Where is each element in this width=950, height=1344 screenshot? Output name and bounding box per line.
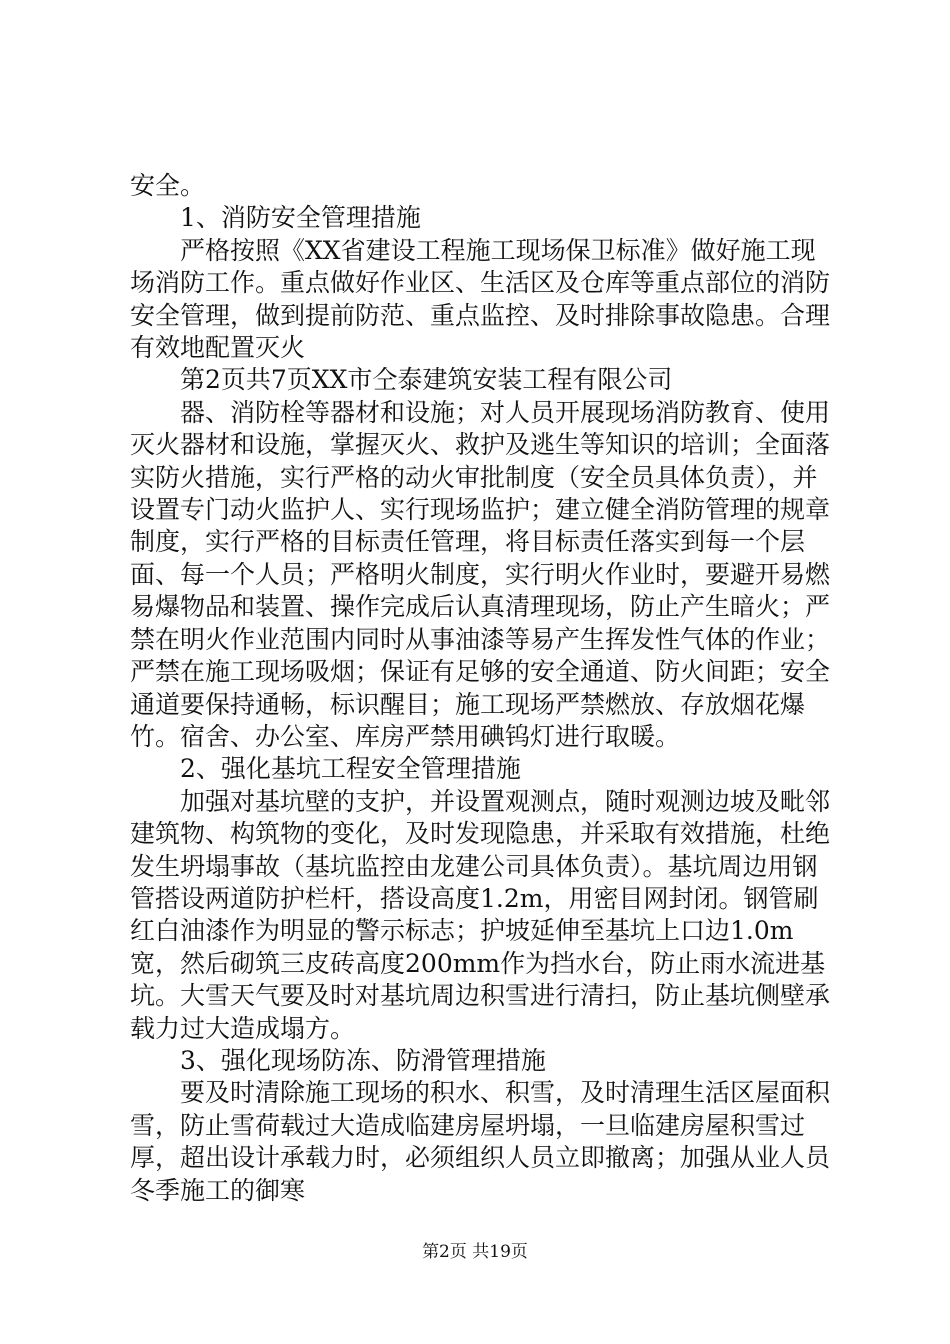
paragraph-fire-safety-intro: 严格按照《XX省建设工程施工现场保卫标准》做好施工现场消防工作。重点做好作业区、生活区及仓库等重点部位的消防安全管理，做到提前防范、重点监控、及时排除事故隐患。合理有效地配置灭火 <box>130 235 831 363</box>
embedded-page-header: 第2页共7页XX市仝泰建筑安装工程有限公司 <box>180 365 673 395</box>
document-body <box>130 170 830 1207</box>
section-heading-foundation-pit: 2、强化基坑工程安全管理措施 <box>180 754 521 784</box>
paragraph-fire-safety-measures: 器、消防栓等器材和设施；对人员开展现场消防教育、使用灭火器材和设施，掌握灭火、救护及逃生等知识的培训；全面落实防火措施，实行严格的动火审批制度（安全员具体负责），并设置专门动火监护人、实行现场监护；建立健全消防管理的规章制度，实行严格的目标责任管理，将目标责任落实到每一个层面、每一个人员；严格明火制度，实行明火作业时，要避开易燃易爆物品和装置、操作完成后认真清理现场，防止产生暗火；严禁在明火作业范围内同时从事油漆等易产生挥发性气体的作业；严禁在施工现场吸烟；保证有足够的安全通道、防火间距；安全通道要保持通畅，标识醒目；施工现场严禁燃放、存放烟花爆竹。宿舍、办公室、库房严禁用碘钨灯进行取暖。 <box>130 397 831 751</box>
page-footer: 第2页 共19页 <box>422 1242 528 1262</box>
paragraph-antifreeze: 要及时清除施工现场的积水、积雪，及时清理生活区屋面积雪，防止雪荷载过大造成临建房屋坍塌，一旦临建房屋积雪过厚，超出设计承载力时，必须组织人员立即撤离；加强从业人员冬季施工的御寒 <box>130 1078 831 1205</box>
paragraph-continuation: 安全。 <box>130 171 206 200</box>
section-heading-antifreeze: 3、强化现场防冻、防滑管理措施 <box>180 1045 546 1075</box>
section-heading-fire-safety: 1、消防安全管理措施 <box>180 203 421 233</box>
paragraph-foundation-pit: 加强对基坑壁的支护，并设置观测点，随时观测边坡及毗邻建筑物、构筑物的变化，及时发现隐患，并采取有效措施，杜绝发生坍塌事故（基坑监控由龙建公司具体负责）。基坑周边用钢管搭设两道防护栏杆，搭设高度1.2m，用密目网封闭。钢管刷红白油漆作为明显的警示标志；护坡延伸至基坑上口边1.0m宽，然后砌筑三皮砖高度200mm作为挡水台，防止雨水流进基坑。大雪天气要及时对基坑周边积雪进行清扫，防止基坑侧壁承载力过大造成塌方。 <box>130 786 831 1043</box>
